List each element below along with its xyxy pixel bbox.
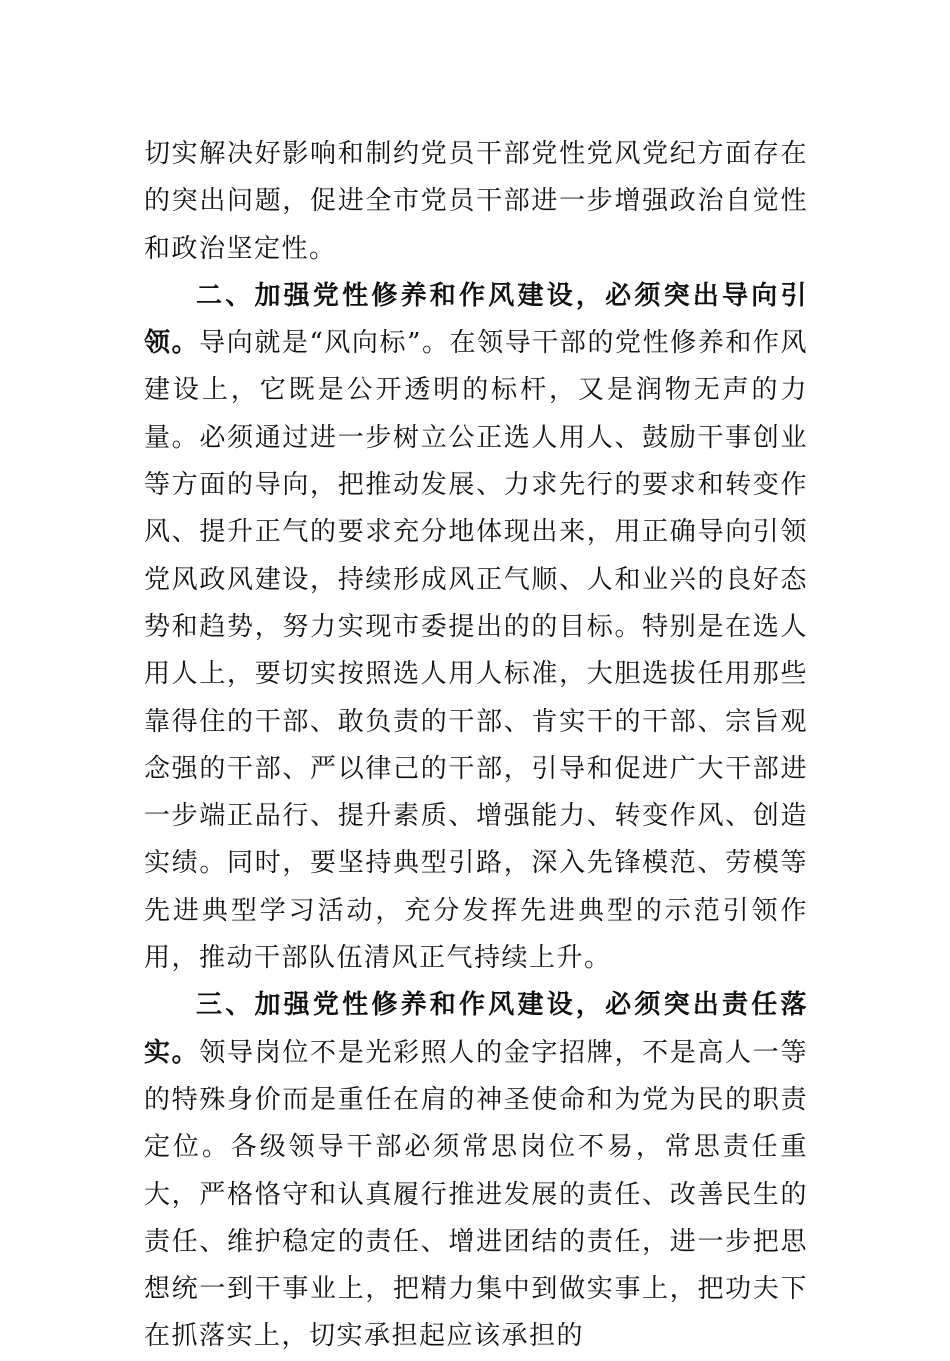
paragraph-text: 切实解决好影响和制约党员干部党性党风党纪方面存在的突出问题，促进全市党员干部进一步增强政治自觉性和政治坚定性。 [144,139,808,264]
paragraph-continuation [144,131,808,273]
paragraph-section-two [144,273,808,982]
document-page [144,131,808,1361]
section-heading-three: 三、加强党性修养和作风建设，必须突出责任落实。 [144,990,808,1068]
paragraph-section-three [144,982,808,1360]
section-heading-two: 二、加强党性修养和作风建设，必须突出导向引领。 [144,280,808,359]
paragraph-text: 领导岗位不是光彩照人的金字招牌，不是高人一等的特殊身价而是重任在肩的神圣使命和为党为民的职责定位。各级领导干部必须常思岗位不易，常思责任重大，严格恪守和认真履行推进发展的责任、改善民生的责任、维护稳定的责任、增进团结的责任，进一步把思想统一到干事业上，把精力集中到做实事上，把功夫下在抓落实上，切实承担起应该承担的 [144,1037,808,1352]
paragraph-text: 导向就是“风向标”。在领导干部的党性修养和作风建设上，它既是公开透明的标杆，又是润物无声的力量。必须通过进一步树立公正选人用人、鼓励干事创业等方面的导向，把推动发展、力求先行的要求和转变作风、提升正气的要求充分地体现出来，用正确导向引领党风政风建设，持续形成风正气顺、人和业兴的良好态势和趋势，努力实现市委提出的的目标。特别是在选人用人上，要切实按照选人用人标准，大胆选拔任用那些靠得住的干部、敢负责的干部、肯实干的干部、宗旨观念强的干部、严以律己的干部，引导和促进广大干部进一步端正品行、提升素质、增强能力、转变作风、创造实绩。同时，要坚持典型引路，深入先锋模范、劳模等先进典型学习活动，充分发挥先进典型的示范引领作用，推动干部队伍清风正气持续上升。 [144,328,808,974]
